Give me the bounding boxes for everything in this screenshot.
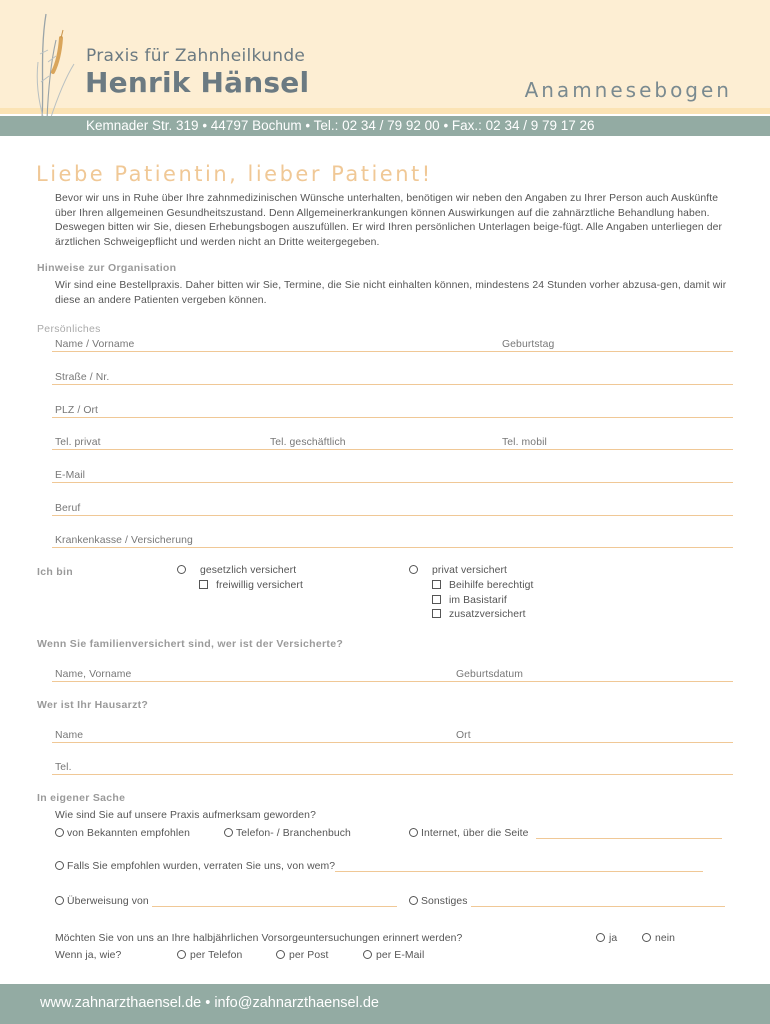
radio-icon[interactable] — [276, 950, 285, 959]
insurance-field-label: Krankenkasse / Versicherung — [55, 535, 193, 546]
insurance-field-line[interactable] — [52, 533, 733, 548]
insured-label: Ich bin — [37, 566, 73, 578]
radio-icon[interactable] — [409, 896, 418, 905]
radio-icon[interactable] — [55, 828, 64, 837]
zip-city-field-line[interactable] — [52, 403, 733, 418]
address-text: Kemnader Str. 319 • 44797 Bochum • Tel.: 02 34 / 79 92 00 • Fax.: 02 34 / 9 79 17 26 — [86, 118, 595, 133]
option-recommended[interactable] — [55, 828, 190, 839]
option-private[interactable] — [409, 565, 507, 576]
option-other-label: Sonstiges — [421, 896, 468, 907]
option-private-label: privat versichert — [432, 565, 508, 576]
personal-label: Persönliches — [37, 323, 101, 335]
footer — [0, 984, 770, 1024]
checkbox-icon[interactable] — [199, 580, 208, 589]
option-email-label: per E-Mail — [376, 950, 425, 961]
tel-private-label: Tel. privat — [55, 437, 101, 448]
radio-icon[interactable] — [596, 933, 605, 942]
tel-business-label: Tel. geschäftlich — [270, 437, 346, 448]
option-who[interactable] — [55, 861, 703, 872]
grass-logo-icon — [34, 10, 80, 122]
radio-icon[interactable] — [409, 565, 418, 574]
header-stripe — [0, 108, 770, 114]
doctor-field-line[interactable] — [52, 728, 733, 743]
own-label: In eigener Sache — [37, 792, 126, 804]
reminder-question: Möchten Sie von uns an Ihre halbjährlichen Vorsorgeuntersuchungen erinnert werden? — [55, 933, 463, 944]
greeting-heading: Liebe Patientin, lieber Patient! — [36, 162, 433, 186]
name-field-line[interactable] — [52, 337, 733, 352]
option-basic-label: im Basistarif — [449, 595, 507, 606]
family-label: Wenn Sie familienversichert sind, wer ist der Versicherte? — [37, 638, 344, 650]
option-yes-label: ja — [609, 933, 618, 944]
option-aid-label: Beihilfe berechtigt — [449, 580, 534, 591]
radio-icon[interactable] — [55, 896, 64, 905]
option-statutory-label: gesetzlich versichert — [200, 565, 297, 576]
job-field-line[interactable] — [52, 501, 733, 516]
name-field-label: Name / Vorname — [55, 339, 135, 350]
address-bar — [0, 116, 770, 136]
doctor-city-label: Ort — [456, 730, 471, 741]
option-phone[interactable] — [177, 950, 242, 961]
checkbox-icon[interactable] — [432, 609, 441, 618]
option-email[interactable] — [363, 950, 424, 961]
intro-text: Bevor wir uns in Ruhe über Ihre zahnmedizinischen Wünsche unterhalten, benötigen wir neben den Angaben zu Ihrer Person auch Auskünfte über Ihren allgemeinen Gesundheitszustand. Denn Allgemeinerkrankungen können Auswirkungen auf die zahnärztliche Behandlung haben. Deswegen bitten wir Sie, diesen Erhebungsbogen auszufüllen. Er wird Ihren persönlichen Unterlagen beige-fügt. Alle Angaben unterliegen der ärztlichen Schweigepflicht und werden nicht an Dritte weitergegeben. — [55, 193, 723, 248]
footer-text: www.zahnarzthaensel.de • info@zahnarzthaensel.de — [40, 995, 380, 1011]
option-no[interactable] — [642, 933, 675, 944]
option-phonebook[interactable] — [224, 828, 351, 839]
option-aid[interactable] — [432, 580, 534, 591]
option-recommended-label: von Bekannten empfohlen — [67, 828, 191, 839]
option-phonebook-label: Telefon- / Branchenbuch — [236, 828, 351, 839]
option-yes[interactable] — [596, 933, 617, 944]
radio-icon[interactable] — [642, 933, 651, 942]
job-field-label: Beruf — [55, 503, 81, 514]
practice-subtitle: Praxis für Zahnheilkunde — [86, 46, 306, 66]
option-supplementary-label: zusatzversichert — [449, 609, 526, 620]
form-title: Anamnesebogen — [524, 78, 732, 102]
birthday-field-label: Geburtstag — [502, 339, 555, 350]
how-found-question: Wie sind Sie auf unsere Praxis aufmerksam geworden? — [55, 810, 316, 821]
option-no-label: nein — [655, 933, 676, 944]
option-basic[interactable] — [432, 595, 507, 606]
option-other[interactable] — [409, 896, 725, 907]
family-birth-label: Geburtsdatum — [456, 669, 524, 680]
family-field-line[interactable] — [52, 667, 733, 682]
option-internet[interactable] — [409, 828, 722, 839]
radio-icon[interactable] — [409, 828, 418, 837]
option-referral[interactable] — [55, 896, 397, 907]
doctor-tel-field-line[interactable] — [52, 760, 733, 775]
option-referral-label: Überweisung von — [67, 896, 149, 907]
family-name-label: Name, Vorname — [55, 669, 132, 680]
doctor-tel-label: Tel. — [55, 762, 72, 773]
option-post[interactable] — [276, 950, 329, 961]
radio-icon[interactable] — [177, 565, 186, 574]
option-voluntary-label: freiwillig versichert — [216, 580, 303, 591]
radio-icon[interactable] — [55, 861, 64, 870]
radio-icon[interactable] — [224, 828, 233, 837]
checkbox-icon[interactable] — [432, 595, 441, 604]
option-voluntary[interactable] — [199, 580, 303, 591]
doctor-label: Wer ist Ihr Hausarzt? — [37, 699, 149, 711]
radio-icon[interactable] — [177, 950, 186, 959]
street-field-label: Straße / Nr. — [55, 372, 110, 383]
organisation-label: Hinweise zur Organisation — [37, 262, 177, 274]
street-field-line[interactable] — [52, 370, 733, 385]
who-input-line[interactable] — [335, 861, 703, 872]
email-field-label: E-Mail — [55, 470, 86, 481]
option-post-label: per Post — [289, 950, 329, 961]
option-internet-label: Internet, über die Seite — [421, 828, 529, 839]
email-field-line[interactable] — [52, 468, 733, 483]
other-input-line[interactable] — [471, 896, 725, 907]
phone-field-line[interactable] — [52, 435, 733, 450]
practice-name: Henrik Hänsel — [85, 66, 310, 99]
checkbox-icon[interactable] — [432, 580, 441, 589]
option-statutory[interactable] — [177, 565, 296, 576]
option-phone-label: per Telefon — [190, 950, 243, 961]
doctor-name-label: Name — [55, 730, 84, 741]
tel-mobile-label: Tel. mobil — [502, 437, 547, 448]
how-label: Wenn ja, wie? — [55, 950, 122, 961]
radio-icon[interactable] — [363, 950, 372, 959]
referral-input-line[interactable] — [152, 896, 397, 907]
organisation-text: Wir sind eine Bestellpraxis. Daher bitten wir Sie, Termine, die Sie nicht einhalten können, mindestens 24 Stunden vorher abzusa-gen, damit wir diese an andere Patienten vergeben können. — [55, 280, 727, 306]
option-supplementary[interactable] — [432, 609, 526, 620]
option-who-label: Falls Sie empfohlen wurden, verraten Sie uns, von wem? — [67, 861, 336, 872]
internet-input-line[interactable] — [536, 828, 722, 839]
zip-city-field-label: PLZ / Ort — [55, 405, 99, 416]
